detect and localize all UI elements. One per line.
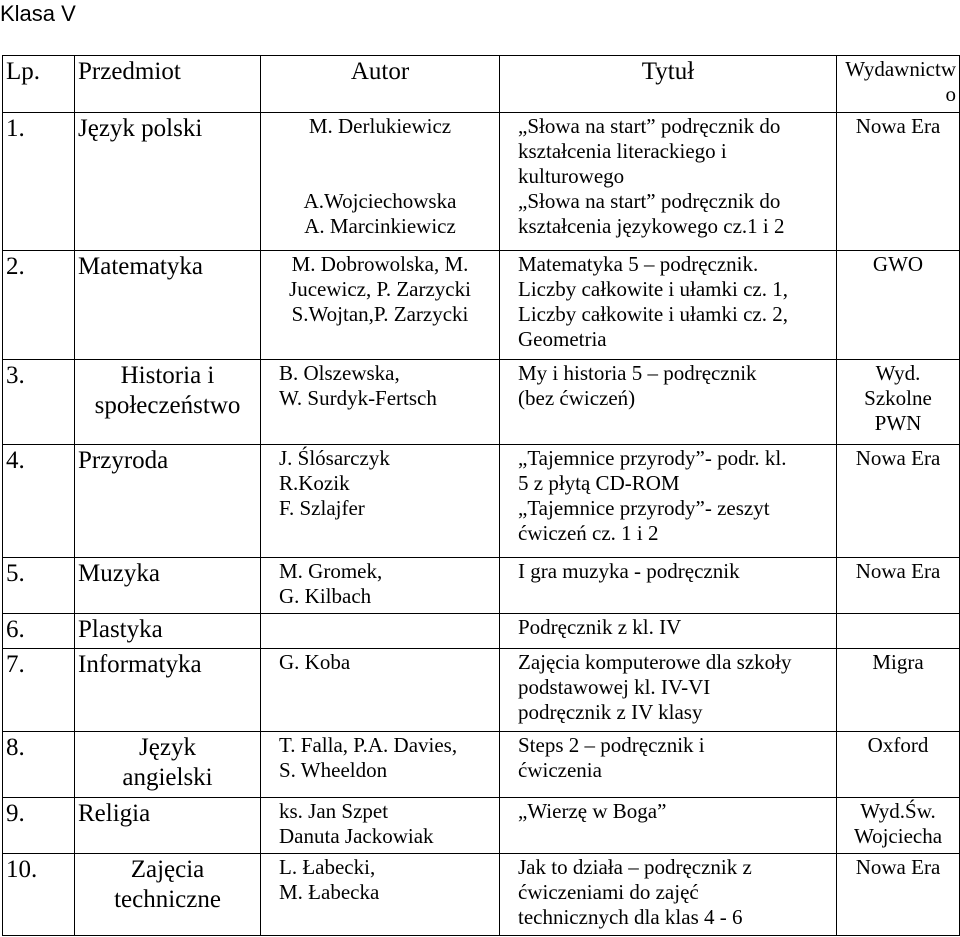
table-row: [3, 113, 960, 251]
cell-title: [500, 797, 837, 853]
cell-subject-line: Język polski: [78, 115, 203, 142]
cell-author-line: T. Falla, P.A. Davies,: [279, 732, 458, 757]
cell-lp: 9.: [3, 797, 75, 853]
cell-author: [261, 731, 500, 797]
cell-author: [261, 797, 500, 853]
cell-subject-line: Muzyka: [78, 559, 160, 587]
cell-author-line: S. Wheeldon: [279, 757, 388, 782]
cell-publisher: [837, 113, 960, 251]
cell-author-line: A. Marcinkiewicz: [304, 214, 456, 238]
cell-publisher: [837, 557, 960, 613]
cell-subject: [75, 444, 261, 557]
cell-subject-line: społeczeństwo: [94, 391, 241, 419]
cell-publisher-line: Nowa Era: [855, 445, 941, 470]
cell-publisher: [837, 853, 960, 935]
cell-title-line: 5 z płytą CD-ROM: [518, 470, 680, 495]
table-row: [3, 251, 960, 360]
cell-title-line: technicznych dla klas 4 - 6: [518, 904, 743, 929]
cell-author-line: M. Dobrowolska, M.: [291, 252, 469, 277]
cell-title-line: Matematyka 5 – podręcznik.: [518, 252, 759, 277]
cell-title-line: I gra muzyka - podręcznik: [518, 558, 740, 583]
cell-subject-line: Plastyka: [78, 615, 163, 643]
cell-subject: [75, 359, 261, 444]
cell-lp: 3.: [3, 359, 75, 444]
cell-author-line: M. Gromek,: [279, 558, 383, 583]
cell-author-line: G. Kilbach: [279, 583, 372, 608]
cell-author: [261, 649, 500, 731]
cell-author-line: A.Wojciechowska: [303, 189, 457, 213]
cell-subject: [75, 649, 261, 731]
cell-author-line: L. Łabecki,: [279, 854, 376, 879]
table-row: [3, 613, 960, 649]
cell-subject: [75, 613, 261, 649]
header-publisher: Wydawnictwo: [837, 56, 960, 113]
cell-subject: [75, 557, 261, 613]
cell-subject: [75, 731, 261, 797]
textbook-table: [2, 55, 960, 936]
cell-author: [261, 557, 500, 613]
cell-subject-line: Matematyka: [78, 253, 203, 281]
cell-subject-line: Informatyka: [78, 651, 202, 679]
cell-author-line: G. Koba: [279, 650, 351, 675]
cell-publisher-line: Wyd.Św.: [860, 798, 936, 823]
cell-author-line: M. Łabecka: [279, 879, 380, 904]
cell-publisher-line: Wojciecha: [853, 823, 943, 848]
cell-title-line: Liczby całkowite i ułamki cz. 1,: [518, 277, 788, 302]
cell-title: [500, 613, 837, 649]
cell-subject: [75, 251, 261, 360]
table-row: [3, 444, 960, 557]
cell-title-line: kształcenia literackiego i: [518, 139, 727, 163]
cell-title-line: ćwiczeń cz. 1 i 2: [518, 520, 659, 545]
cell-publisher: [837, 251, 960, 360]
cell-title-line: „Słowa na start” podręcznik do: [518, 189, 781, 213]
cell-subject-line: Religia: [78, 799, 151, 827]
cell-title-line: (bez ćwiczeń): [518, 385, 636, 410]
table-row: [3, 359, 960, 444]
page-heading: Klasa V: [0, 1, 76, 26]
cell-title: [500, 853, 837, 935]
header-subject: Przedmiot: [75, 56, 261, 113]
cell-publisher: [837, 444, 960, 557]
cell-lp: 8.: [3, 731, 75, 797]
cell-publisher-line: Nowa Era: [855, 114, 941, 138]
cell-title-line: podstawowej kl. IV-VI: [518, 675, 711, 700]
cell-subject-line: Przyroda: [78, 446, 169, 474]
cell-title: [500, 731, 837, 797]
cell-author: [261, 613, 500, 649]
cell-title-line: Zajęcia komputerowe dla szkoły: [518, 650, 792, 675]
table-header-row: [3, 56, 960, 113]
cell-lp: 2.: [3, 251, 75, 360]
cell-publisher: [837, 797, 960, 853]
table-row: [3, 557, 960, 613]
cell-author-line: [264, 164, 496, 189]
cell-lp: 10.: [3, 853, 75, 935]
cell-title-line: kształcenia językowego cz.1 i 2: [518, 214, 785, 238]
cell-lp: 5.: [3, 557, 75, 613]
cell-subject: [75, 113, 261, 251]
header-author: Autor: [261, 56, 500, 113]
cell-publisher-line: Oxford: [867, 732, 929, 757]
cell-author-line: [264, 139, 496, 164]
cell-title: [500, 113, 837, 251]
cell-title-line: Steps 2 – podręcznik i: [518, 732, 705, 757]
cell-author: [261, 113, 500, 251]
cell-title-line: „Słowa na start” podręcznik do: [518, 114, 781, 138]
cell-author-line: J. Ślósarczyk: [279, 445, 390, 470]
cell-subject-line: angielski: [122, 763, 213, 791]
cell-lp: 4.: [3, 444, 75, 557]
cell-title-line: Geometria: [518, 327, 607, 352]
cell-title: [500, 359, 837, 444]
header-lp: Lp.: [3, 56, 75, 113]
cell-author-line: F. Szlajfer: [279, 495, 365, 520]
table-row: [3, 649, 960, 731]
cell-subject-line: techniczne: [114, 885, 221, 913]
header-title: Tytuł: [500, 56, 837, 113]
cell-author-line: Jucewicz, P. Zarzycki: [289, 277, 471, 302]
cell-title-line: ćwiczeniami do zajęć: [518, 879, 699, 904]
cell-publisher: [837, 731, 960, 797]
cell-publisher-line: Nowa Era: [855, 558, 941, 583]
cell-subject: [75, 853, 261, 935]
cell-publisher: [837, 359, 960, 444]
cell-author: [261, 444, 500, 557]
cell-title: [500, 444, 837, 557]
cell-title-line: ćwiczenia: [518, 757, 602, 782]
cell-lp: 6.: [3, 613, 75, 649]
cell-subject-line: Zajęcia: [130, 855, 205, 883]
cell-title: [500, 557, 837, 613]
cell-publisher-line: Nowa Era: [855, 854, 941, 879]
cell-author: [261, 359, 500, 444]
cell-title-line: „Wierzę w Boga”: [518, 798, 667, 823]
cell-title: [500, 251, 837, 360]
cell-author-line: Danuta Jackowiak: [279, 823, 434, 848]
cell-lp: 1.: [3, 113, 75, 251]
cell-subject-line: Język: [139, 733, 196, 761]
cell-author-line: B. Olszewska,: [279, 360, 400, 385]
cell-publisher-line: PWN: [874, 410, 922, 435]
cell-publisher: [837, 613, 960, 649]
table-row: [3, 853, 960, 935]
cell-title-line: Podręcznik z kl. IV: [518, 614, 682, 639]
cell-author-line: M. Derlukiewicz: [308, 114, 452, 138]
cell-subject-line: Historia i: [120, 361, 215, 389]
cell-title: [500, 649, 837, 731]
cell-title-line: kulturowego: [518, 164, 625, 188]
cell-title-line: „Tajemnice przyrody”- zeszyt: [518, 495, 770, 520]
table-row: [3, 731, 960, 797]
cell-publisher-line: GWO: [872, 252, 924, 277]
cell-title-line: My i historia 5 – podręcznik: [518, 360, 757, 385]
cell-subject: [75, 797, 261, 853]
cell-publisher-line: Wyd.: [875, 360, 921, 385]
cell-author-line: S.Wojtan,P. Zarzycki: [291, 302, 469, 327]
cell-author-line: ks. Jan Szpet: [279, 798, 389, 823]
cell-author-line: W. Surdyk-Fertsch: [279, 385, 437, 410]
cell-title-line: „Tajemnice przyrody”- podr. kl.: [518, 445, 787, 470]
cell-author: [261, 853, 500, 935]
cell-title-line: Liczby całkowite i ułamki cz. 2,: [518, 302, 788, 327]
cell-author: [261, 251, 500, 360]
cell-lp: 7.: [3, 649, 75, 731]
cell-author-line: R.Kozik: [279, 470, 350, 495]
cell-publisher-line: Migra: [872, 650, 924, 675]
cell-title-line: Jak to działa – podręcznik z: [518, 854, 752, 879]
table-row: [3, 797, 960, 853]
cell-publisher: [837, 649, 960, 731]
cell-title-line: podręcznik z IV klasy: [518, 700, 703, 725]
cell-publisher-line: Szkolne: [864, 385, 932, 410]
